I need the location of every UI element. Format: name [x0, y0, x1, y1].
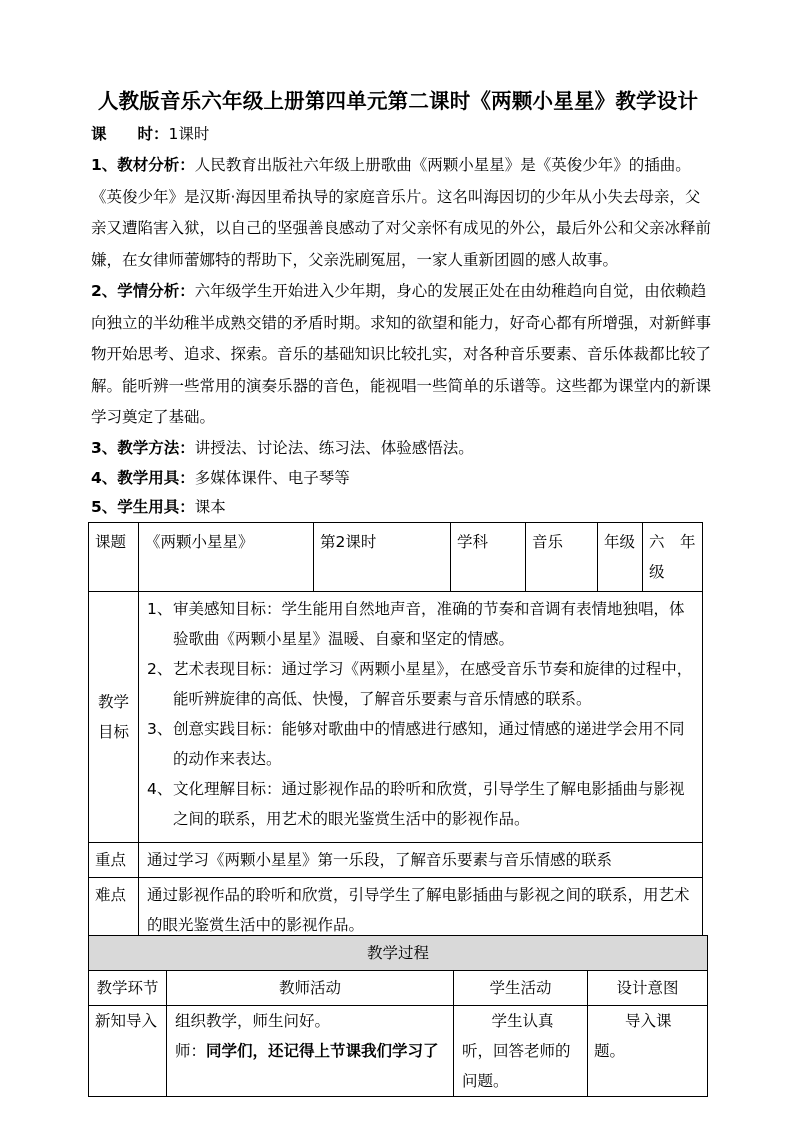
objective-item [147, 654, 694, 714]
subject-label: 学科 [451, 523, 526, 592]
objective-number: 3、 [147, 720, 173, 738]
objective-number: 4、 [147, 780, 173, 798]
section-text: 课本 [194, 498, 226, 516]
key-point-row [89, 843, 703, 878]
section-text: 六年级学生开始进入少年期，身心的发展正处在由幼稚趋向自觉，由依赖趋向独立的半幼稚半成熟交错的矛盾时期。求知的欲望和能力，好奇心都有所增强，对新鲜事物开始思考、追求、探索。音乐的基础知识比较扎实，对各种音乐要素、音乐体裁都比较了解。能听辨一些常用的演奏乐器的音色，能视唱一些简单的乐谱等。这些都为课堂内的新课学习奠定了基础。 [91, 282, 712, 426]
class-hours [91, 119, 713, 151]
objective-item [147, 594, 694, 654]
key-point-label: 重点 [89, 843, 139, 878]
section-text: 多媒体课件、电子琴等 [194, 469, 350, 487]
class-hours-label: 课 时： [91, 125, 169, 143]
column-teacher: 教师活动 [167, 971, 454, 1006]
process-header: 教学过程 [89, 936, 708, 971]
objective-number: 1、 [147, 600, 173, 618]
teacher-prefix: 师： [175, 1042, 207, 1060]
objectives-label: 教学目标 [89, 592, 139, 843]
section-label: 5、学生用具： [91, 498, 195, 516]
teacher-line: 组织教学，师生问好。 [175, 1012, 331, 1030]
section-materials-analysis [91, 150, 713, 276]
topic-value: 《两颗小星星》 [139, 523, 314, 592]
section-text: 讲授法、讨论法、练习法、体验感悟法。 [194, 439, 474, 457]
section-label: 2、学情分析： [91, 282, 195, 300]
lesson-info-table [88, 522, 703, 943]
grade-label: 年级 [598, 523, 643, 592]
class-hours-value: 1课时 [168, 125, 210, 143]
section-label: 4、教学用具： [91, 469, 195, 487]
intent-cell: 导入课题。 [588, 1006, 708, 1097]
section-teaching-methods [91, 433, 713, 465]
objective-text: 创意实践目标：能够对歌曲中的情感进行感知，通过情感的递进学会用不同的动作来表达。 [173, 720, 685, 768]
process-header-row [89, 936, 708, 971]
section-teaching-tools [91, 463, 713, 495]
objective-text: 审美感知目标：学生能用自然地声音，准确的节奏和音调有表情地独唱，体验歌曲《两颗小星星》温暖、自豪和坚定的情感。 [173, 600, 685, 648]
subject-value: 音乐 [526, 523, 598, 592]
difficulty-row [89, 878, 703, 943]
student-cell: 学生认真听，回答老师的问题。 [454, 1006, 588, 1097]
objective-item [147, 714, 694, 774]
teacher-line-2 [175, 1036, 447, 1066]
section-text: 人民教育出版社六年级上册歌曲《两颗小星星》是《英俊少年》的插曲。《英俊少年》是汉斯·海因里希执导的家庭音乐片。这名叫海因切的少年从小失去母亲，父亲又遭陷害入狱，以自己的坚强善良感动了对父亲怀有成见的外公，最后外公和父亲冰释前嫌，在女律师蕾娜特的帮助下，父亲洗刷冤屈，一家人重新团圆的感人故事。 [91, 156, 712, 269]
teaching-process-table [88, 935, 708, 1097]
process-row [89, 1006, 708, 1097]
objective-number: 2、 [147, 660, 173, 678]
key-point-text: 通过学习《两颗小星星》第一乐段，了解音乐要素与音乐情感的联系 [139, 843, 703, 878]
difficulty-text: 通过影视作品的聆听和欣赏，引导学生了解电影插曲与影视之间的联系，用艺术的眼光鉴赏生活中的影视作品。 [139, 878, 703, 943]
column-intent: 设计意图 [588, 971, 708, 1006]
process-columns-row [89, 971, 708, 1006]
difficulty-label: 难点 [89, 878, 139, 943]
section-label: 1、教材分析： [91, 156, 195, 174]
section-student-analysis [91, 276, 713, 434]
column-stage: 教学环节 [89, 971, 167, 1006]
lesson-info-row [89, 523, 703, 592]
column-student: 学生活动 [454, 971, 588, 1006]
section-student-tools [91, 492, 713, 524]
objectives-row [89, 592, 703, 843]
objective-item [147, 774, 694, 834]
objective-text: 文化理解目标：通过影视作品的聆听和欣赏，引导学生了解电影插曲与影视之间的联系，用艺术的眼光鉴赏生活中的影视作品。 [173, 780, 685, 828]
teacher-cell [167, 1006, 454, 1097]
section-label: 3、教学方法： [91, 439, 195, 457]
lesson-number: 第2课时 [314, 523, 451, 592]
objectives-list [139, 592, 703, 843]
teacher-question: 同学们，还记得上节课我们学习了 [206, 1042, 439, 1060]
objective-text: 艺术表现目标：通过学习《两颗小星星》，在感受音乐节奏和旋律的过程中，能听辨旋律的高低、快慢，了解音乐要素与音乐情感的联系。 [173, 660, 693, 708]
stage-cell: 新知导入 [89, 1006, 167, 1097]
document-title: 人教版音乐六年级上册第四单元第二课时《两颗小星星》教学设计 [97, 89, 699, 113]
grade-value: 六 年级 [643, 523, 703, 592]
topic-label: 课题 [89, 523, 139, 592]
